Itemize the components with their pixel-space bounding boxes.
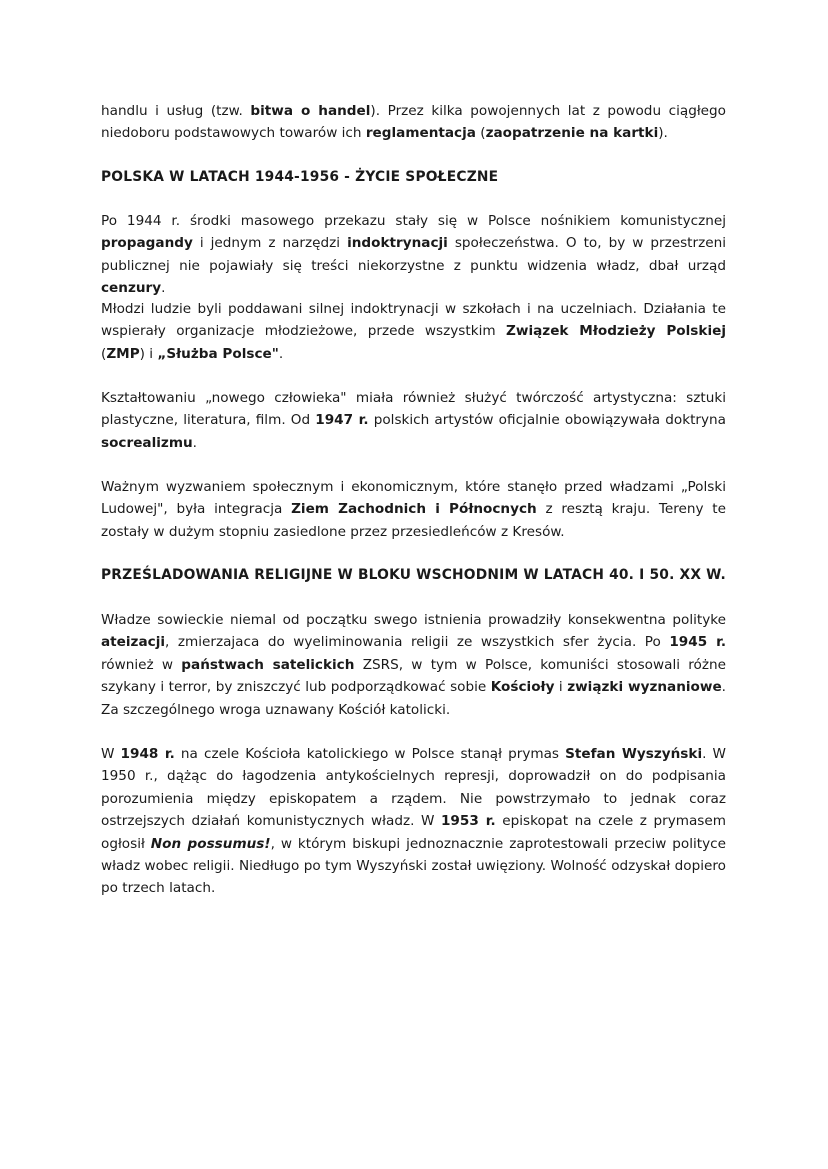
text: Młodzi ludzie byli poddawani silnej indoktrynacji w szkołach i na uczelniach. Działania te wspierały organizacje młodzieżowe, przede wszystkim xyxy=(101,301,726,340)
text: na czele Kościoła katolickiego w Polsce stanął prymas xyxy=(174,746,566,762)
bold-term: Związek Młodzieży Polskiej xyxy=(506,323,726,340)
text: , zmierzajaca do wyeliminowania religii ze wszystkich sfer życia. Po xyxy=(165,634,670,651)
bold-term: bitwa o handel xyxy=(250,103,371,119)
text: społeczeństwa. O to, by w przestrzeni publicznej nie pojawiały się treści niekorzystne z punktu widzenia władz, dbał urząd xyxy=(101,235,726,274)
text: . W 1950 r., dążąc do łagodzenia antykościelnych represji, doprowadził on do podpisania porozumienia między episkopatem a rządem. Nie powstrzymało to jednak coraz ostrzejszych działań komunistycznych władz. W xyxy=(101,746,726,830)
paragraph-atheization xyxy=(101,609,726,721)
text: Władze sowieckie niemal od początku swego istnienia prowadziły konsekwentna polityke xyxy=(101,612,726,628)
bold-italic-term: Non possumus! xyxy=(150,835,271,852)
bold-term: 1948 r. xyxy=(120,746,175,762)
text: również w xyxy=(101,656,182,673)
bold-term: Ziem Zachodnich i Północnych xyxy=(291,501,537,518)
bold-term: zaopatrzenie na kartki xyxy=(485,125,659,142)
text: i xyxy=(554,679,568,696)
text: . Za szczególnego wroga uznawany Kościół katolicki. xyxy=(101,679,726,718)
text: Po 1944 r. środki masowego przekazu stały się w Polsce nośnikiem komunistycznej xyxy=(101,213,726,229)
text: ) i xyxy=(139,345,158,362)
text: . xyxy=(161,280,166,297)
bold-term: Kościoły xyxy=(490,679,555,696)
bold-term: państwach satelickich xyxy=(181,656,355,673)
text: Kształtowaniu „nowego człowieka" miała również służyć twórczość artystyczna: sztuki plastyczne, literatura, film. Od xyxy=(101,390,726,429)
text: ( xyxy=(101,345,107,362)
bold-term: 1945 r. xyxy=(669,634,727,651)
text: ). xyxy=(658,125,668,142)
section-heading-social-life: POLSKA W LATACH 1944-1956 - ŻYCIE SPOŁECZNE xyxy=(101,169,499,185)
text: . xyxy=(192,434,197,451)
text: W xyxy=(101,746,121,762)
bold-term: 1947 r. xyxy=(315,412,369,429)
paragraph-youth xyxy=(101,298,726,365)
paragraph-western-lands xyxy=(101,476,726,543)
bold-term: socrealizmu xyxy=(101,434,193,451)
text: z resztą kraju. Tereny te zostały w dużym stopniu zasiedlone przez przesiedleńców z Kresów. xyxy=(101,501,726,540)
bold-term: propagandy xyxy=(101,235,193,252)
text: , w którym biskupi jednoznacznie zaprotestowali przeciw polityce władz wobec religii. Niedługo po tym Wyszyński został uwięziony. Wolność odzyskał dopiero po trzech latach. xyxy=(101,835,726,897)
text: ZSRS, w tym w Polsce, komuniści stosowali różne szykany i terror, by zniszczyć lub podporządkować sobie xyxy=(101,656,726,696)
bold-term: cenzury xyxy=(101,280,162,297)
text: ). Przez kilka powojennych lat z powodu ciągłego niedoboru podstawowych towarów ich xyxy=(101,103,726,142)
bold-term: 1953 r. xyxy=(440,813,496,830)
text: Ważnym wyzwaniem społecznym i ekonomicznym, które stanęło przed władzami „Polski Ludowej", była integracja xyxy=(101,479,726,518)
bold-term: „Służba Polsce" xyxy=(157,345,279,362)
text: handlu i usług (tzw. xyxy=(101,103,251,119)
bold-term: Stefan Wyszyński xyxy=(565,746,703,762)
text: ( xyxy=(475,125,486,142)
text: i jednym z narzędzi xyxy=(192,235,348,252)
text: episkopat na czele z prymasem ogłosił xyxy=(101,813,726,852)
text: . xyxy=(278,345,284,362)
bold-term: związki wyznaniowe xyxy=(567,679,722,696)
paragraph-trade xyxy=(101,100,726,145)
section-heading-religious-persecution: PRZEŚLADOWANIA RELIGIJNE W BLOKU WSCHODNIM W LATACH 40. I 50. XX W. xyxy=(101,567,726,583)
bold-term: reglamentacja xyxy=(365,125,476,142)
paragraph-propaganda xyxy=(101,210,726,300)
bold-term: ateizacji xyxy=(101,634,166,651)
bold-term: indoktrynacji xyxy=(347,235,448,252)
text: polskich artystów oficjalnie obowiązywała doktryna xyxy=(368,412,726,429)
paragraph-wyszynski xyxy=(101,743,726,900)
paragraph-socrealism xyxy=(101,387,726,454)
bold-term: ZMP xyxy=(106,345,140,362)
